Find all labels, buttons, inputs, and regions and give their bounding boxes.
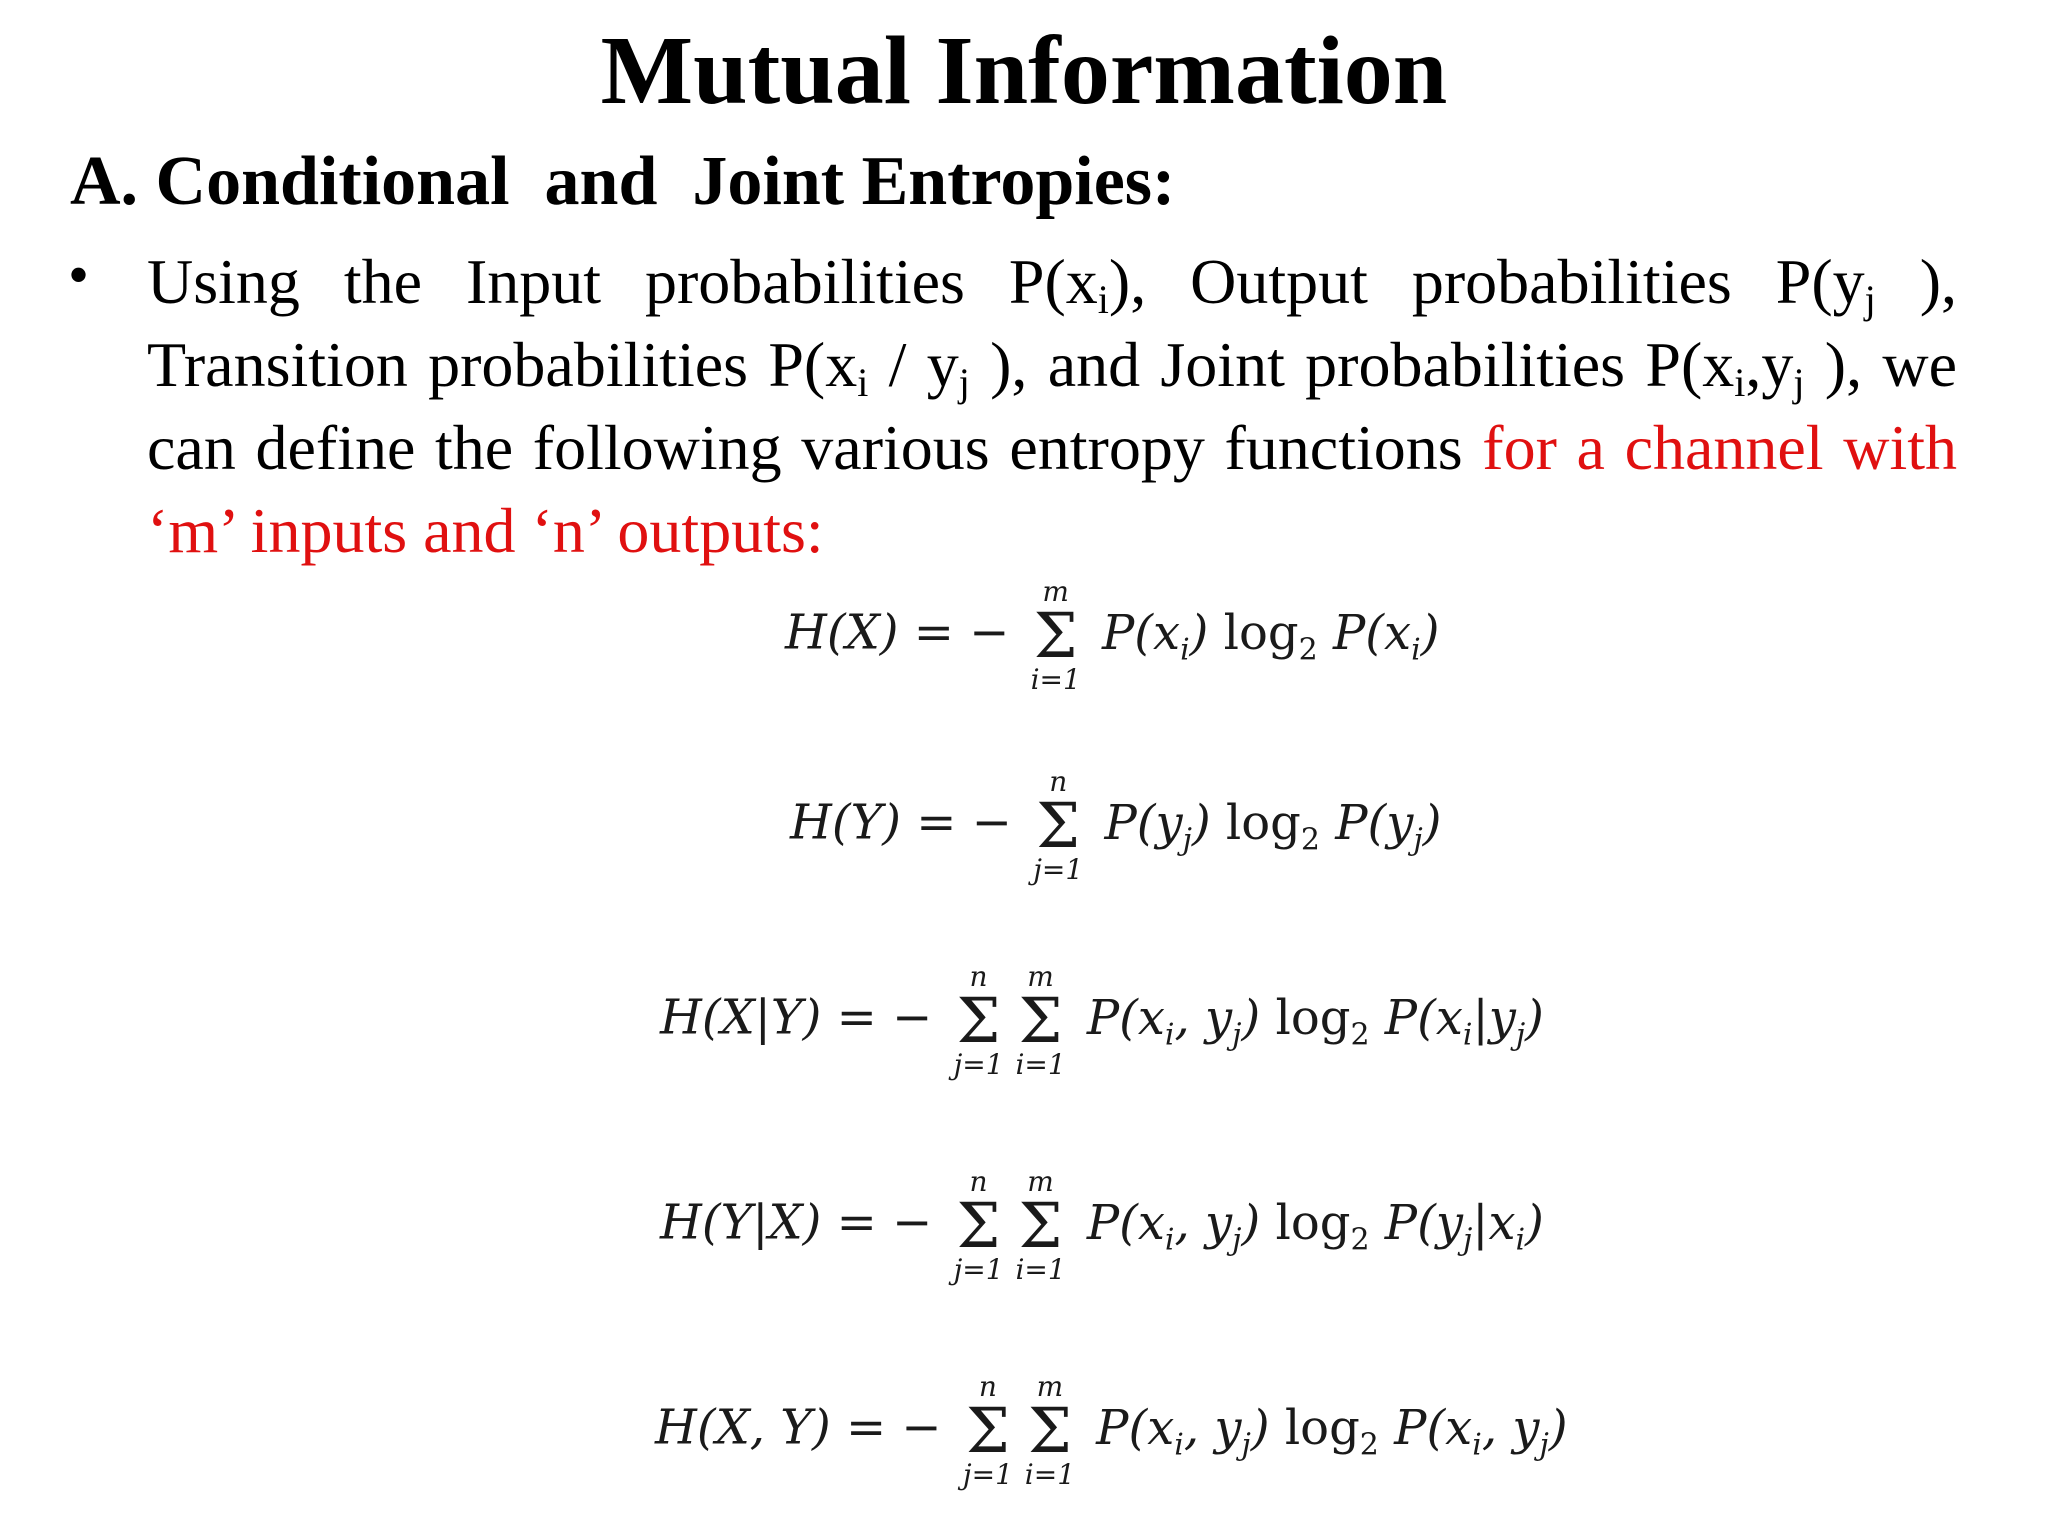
equals-sign: = (901, 794, 972, 851)
term: ) (1422, 794, 1442, 851)
subscript: j (1515, 1017, 1526, 1053)
subscript: j (1232, 1017, 1242, 1053)
log-operator: log (1284, 1399, 1360, 1456)
equation-rhs (1086, 989, 1544, 1053)
sum-lower-limit: j=1 (1033, 853, 1084, 886)
bullet-marker: • (68, 242, 90, 308)
subscript: j (1182, 822, 1192, 858)
subscript: j (1462, 1222, 1473, 1258)
bullet-end: : (805, 495, 824, 566)
equals-sign: = (898, 604, 970, 661)
sum-lower-limit: i=1 (1015, 1253, 1066, 1286)
sum-upper-limit: n (969, 960, 988, 993)
sum-upper-limit: m (1042, 575, 1069, 608)
equals-sign: = (830, 1399, 902, 1456)
summation (957, 1370, 1019, 1492)
summation (1010, 1165, 1072, 1287)
summation (948, 960, 1010, 1082)
term: ) (1548, 1399, 1568, 1456)
term: |x (1472, 1194, 1516, 1251)
summation (1027, 765, 1089, 887)
subscript: j (1539, 1427, 1549, 1463)
sigma-symbol: Σ (1018, 1189, 1063, 1262)
minus-sign: − (971, 794, 1012, 851)
log-base: 2 (1350, 1222, 1370, 1258)
subscript: j (1864, 277, 1876, 322)
sigma-symbol: Σ (1027, 1394, 1072, 1467)
term: P(x (1086, 989, 1165, 1046)
term: P(y (1104, 794, 1183, 851)
subscript: i (1180, 632, 1190, 668)
subscript: j (1793, 360, 1805, 405)
term: , y (1183, 1399, 1242, 1456)
slide-title: Mutual Information (600, 17, 1448, 125)
log-base: 2 (1298, 632, 1318, 668)
term: P(x (1317, 604, 1412, 661)
equation-lhs: H(X) (785, 604, 899, 661)
equation-conditional-x-given-y (660, 960, 1544, 1082)
sum-upper-limit: m (1027, 960, 1054, 993)
equation-lhs: H(Y) (790, 794, 901, 851)
bullet-paragraph (147, 240, 1957, 572)
sigma-symbol: Σ (1033, 599, 1078, 672)
bullet-text: ), and Joint probabilities P(x (969, 329, 1735, 400)
subscript: j (958, 360, 970, 405)
equation-rhs (1101, 604, 1440, 668)
subscript: j (1232, 1222, 1242, 1258)
term: ) (1241, 989, 1276, 1046)
sum-upper-limit: m (1036, 1370, 1064, 1403)
subscript: i (1411, 632, 1421, 668)
sum-upper-limit: n (1049, 765, 1068, 798)
sum-upper-limit: n (978, 1370, 997, 1403)
term: ) (1525, 1194, 1544, 1251)
equation-entropy-y (790, 765, 1441, 887)
subscript: i (1472, 1427, 1482, 1463)
sum-lower-limit: i=1 (1024, 1458, 1076, 1491)
subscript: i (857, 360, 869, 405)
bullet-text: ), Output probabilities P(y (1108, 246, 1865, 317)
subscript: i (1462, 1017, 1473, 1053)
sigma-symbol: Σ (1036, 789, 1081, 862)
log-operator: log (1275, 989, 1351, 1046)
subscript: i (1515, 1222, 1526, 1258)
bullet-text: ,y (1745, 329, 1794, 400)
sigma-symbol: Σ (956, 1189, 1001, 1262)
equation-joint-entropy (655, 1370, 1568, 1492)
term: P(x (1378, 1399, 1473, 1456)
term: P(x (1101, 604, 1181, 661)
minus-sign: − (901, 1399, 942, 1456)
subscript: j (1413, 822, 1423, 858)
sigma-symbol: Σ (956, 984, 1001, 1057)
subscript: j (1241, 1427, 1251, 1463)
log-base: 2 (1350, 1017, 1370, 1053)
minus-sign: − (892, 989, 933, 1046)
term: P(x (1369, 989, 1463, 1046)
minus-sign: − (892, 1194, 933, 1251)
bullet-text: ), we can define the following various entropy functions (147, 329, 1957, 483)
term: , y (1174, 1194, 1233, 1251)
term: ) (1250, 1399, 1285, 1456)
term: P(x (1096, 1399, 1175, 1456)
term: , y (1481, 1399, 1540, 1456)
bullet-text: / y (868, 329, 959, 400)
term: , y (1174, 989, 1233, 1046)
summation (1010, 960, 1072, 1082)
equation-rhs (1086, 1194, 1544, 1258)
subscript: i (1097, 277, 1109, 322)
equation-lhs: H(X|Y) (660, 989, 822, 1046)
sum-lower-limit: i=1 (1030, 663, 1081, 696)
equation-rhs (1096, 1399, 1568, 1463)
bullet-text: ), Transition probabilities P(x (147, 246, 1958, 400)
log-base: 2 (1359, 1427, 1379, 1463)
sum-lower-limit: j=1 (962, 1458, 1013, 1491)
subscript: i (1164, 1017, 1175, 1053)
sigma-symbol: Σ (965, 1394, 1010, 1467)
equation-rhs (1104, 794, 1442, 858)
term: |y (1472, 989, 1516, 1046)
subscript: i (1164, 1222, 1175, 1258)
term: P(y (1369, 1194, 1463, 1251)
log-operator: log (1225, 794, 1301, 851)
sum-upper-limit: n (969, 1165, 988, 1198)
term: P(x (1086, 1194, 1165, 1251)
summation (1025, 575, 1087, 697)
log-operator: log (1223, 604, 1299, 661)
equals-sign: = (821, 989, 893, 1046)
term: ) (1189, 604, 1224, 661)
equation-conditional-y-given-x (660, 1165, 1544, 1287)
term: ) (1191, 794, 1226, 851)
log-base: 2 (1300, 822, 1320, 858)
term: ) (1241, 1194, 1276, 1251)
sum-upper-limit: m (1027, 1165, 1054, 1198)
highlighted-text: for a channel with ‘m’ inputs and ‘n’ outputs (147, 412, 1958, 566)
sigma-symbol: Σ (1018, 984, 1063, 1057)
summation (948, 1165, 1010, 1287)
log-operator: log (1275, 1194, 1351, 1251)
equation-lhs: H(X, Y) (655, 1399, 831, 1456)
sum-lower-limit: j=1 (953, 1048, 1004, 1081)
sum-lower-limit: j=1 (953, 1253, 1004, 1286)
summation (1019, 1370, 1081, 1492)
equals-sign: = (821, 1194, 893, 1251)
equation-entropy-x (785, 575, 1439, 697)
subscript: i (1734, 360, 1746, 405)
subscript: i (1174, 1427, 1184, 1463)
sum-lower-limit: i=1 (1015, 1048, 1066, 1081)
bullet-text: Using the Input probabilities P(x (147, 246, 1098, 317)
term: P(y (1320, 794, 1414, 851)
section-heading: A. Conditional and Joint Entropies: (70, 143, 1176, 220)
term: ) (1420, 604, 1440, 661)
minus-sign: − (969, 604, 1010, 661)
term: ) (1525, 989, 1544, 1046)
equation-lhs: H(Y|X) (660, 1194, 822, 1251)
